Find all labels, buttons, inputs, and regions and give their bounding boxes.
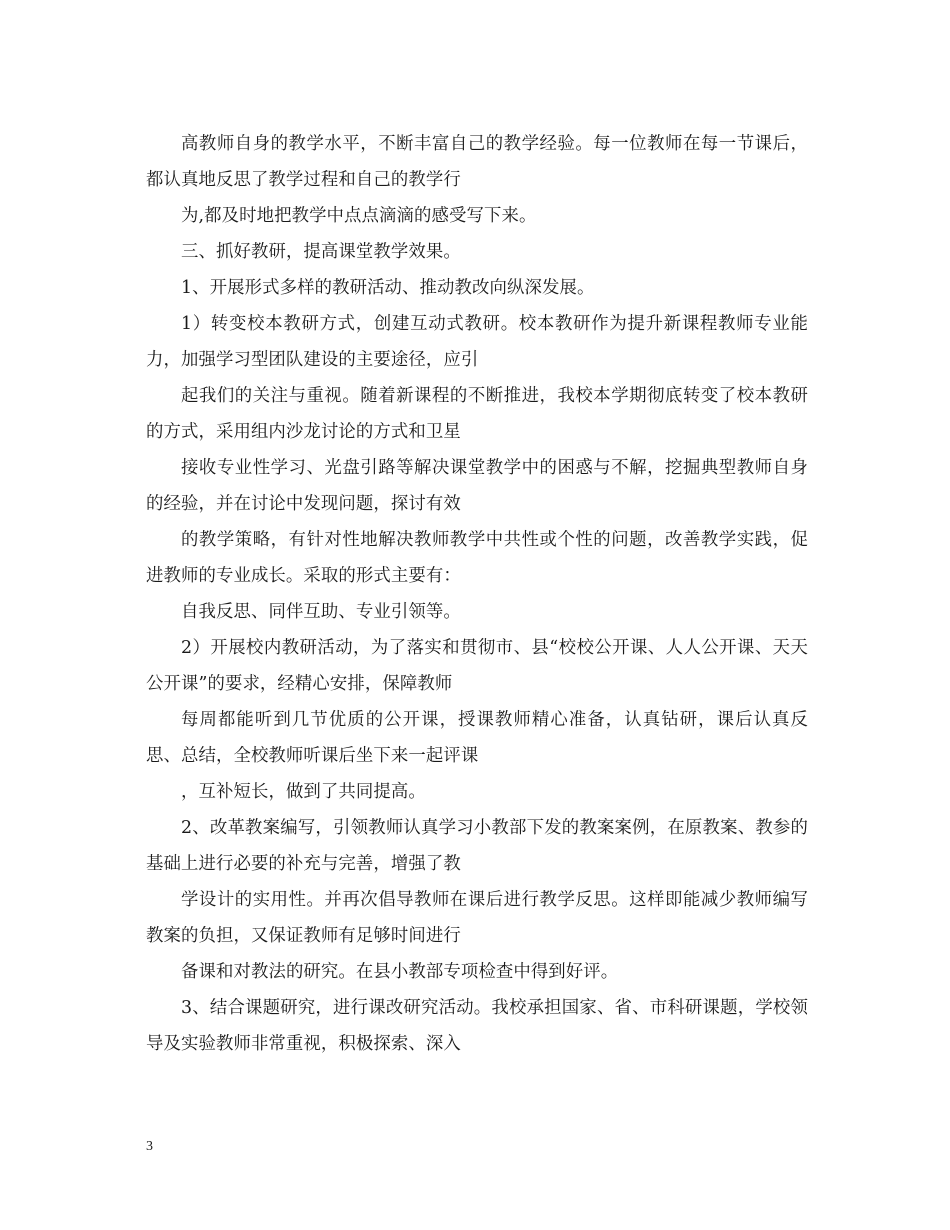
subheading-1: 1、开展形式多样的教研活动、推动教改向纵深发展。 bbox=[181, 278, 595, 298]
paragraph-15: 备课和对教法的研究。在县小教部专项检查中得到好评。 bbox=[181, 962, 619, 982]
paragraph-7: 接收专业性学习、光盘引路等解决课堂教学中的困惑与不解，挖掘典型教师自身的经验，并在讨论中发现问题，探讨有效 bbox=[146, 458, 808, 514]
paragraph-12: ，互补短长，做到了共同提高。 bbox=[181, 782, 426, 802]
section-heading-3: 三、抓好教研，提高课堂教学效果。 bbox=[181, 242, 461, 262]
page-number: 3 bbox=[146, 1139, 153, 1154]
paragraph-14: 学设计的实用性。并再次倡导教师在课后进行教学反思。这样即能减少教师编写教案的负担，又保证教师有足够时间进行 bbox=[146, 890, 808, 946]
paragraph-16: 3、结合课题研究，进行课改研究活动。我校承担国家、省、市科研课题，学校领导及实验教师非常重视，积极探索、深入 bbox=[146, 998, 808, 1054]
paragraph-8: 的教学策略，有针对性地解决教师教学中共性或个性的问题，改善教学实践，促进教师的专业成长。采取的形式主要有： bbox=[146, 530, 808, 586]
paragraph-9: 自我反思、同伴互助、专业引领等。 bbox=[181, 602, 461, 622]
paragraph-1: 高教师自身的教学水平，不断丰富自己的教学经验。每一位教师在每一节课后，都认真地反思了教学过程和自己的教学行 bbox=[146, 134, 808, 190]
body-text bbox=[146, 126, 808, 1062]
paragraph-10: 2）开展校内教研活动，为了落实和贯彻市、县“校校公开课、人人公开课、天天公开课”的要求，经精心安排，保障教师 bbox=[146, 638, 808, 694]
paragraph-13: 2、改革教案编写，引领教师认真学习小教部下发的教案案例，在原教案、教参的基础上进行必要的补充与完善，增强了教 bbox=[146, 818, 808, 874]
paragraph-5: 1）转变校本教研方式，创建互动式教研。校本教研作为提升新课程教师专业能力，加强学习型团队建设的主要途径，应引 bbox=[146, 314, 808, 370]
paragraph-2: 为,都及时地把教学中点点滴滴的感受写下来。 bbox=[181, 206, 537, 226]
paragraph-6: 起我们的关注与重视。随着新课程的不断推进，我校本学期彻底转变了校本教研的方式，采用组内沙龙讨论的方式和卫星 bbox=[146, 386, 808, 442]
paragraph-11: 每周都能听到几节优质的公开课，授课教师精心准备，认真钻研，课后认真反思、总结，全校教师听课后坐下来一起评课 bbox=[146, 710, 808, 766]
